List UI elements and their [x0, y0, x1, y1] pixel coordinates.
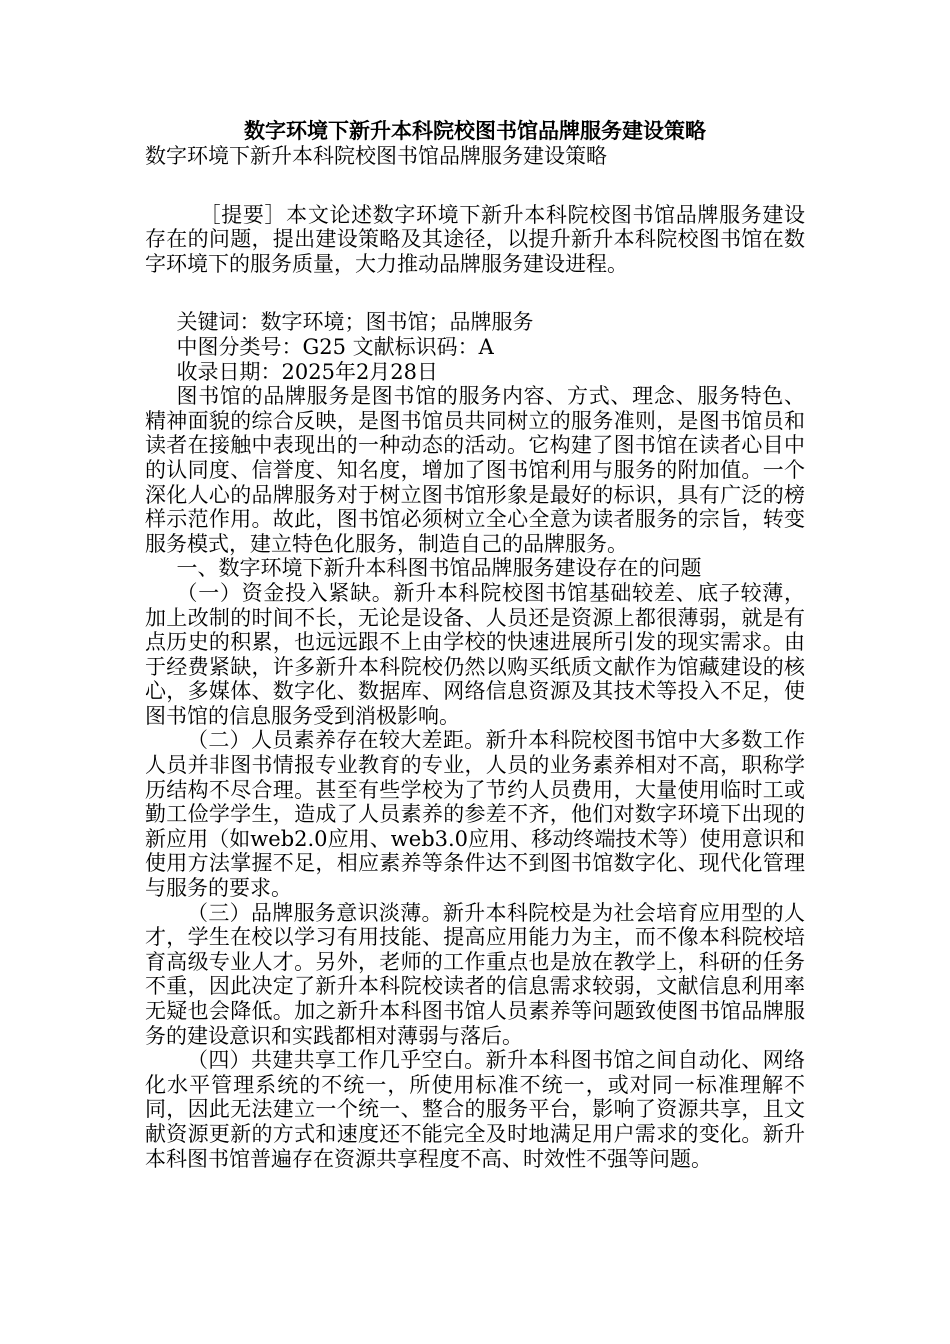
intro-paragraph: 图书馆的品牌服务是图书馆的服务内容、方式、理念、服务特色、精神面貌的综合反映，是图书馆员共同树立的服务准则，是图书馆员和读者在接触中表现出的一种动态的活动。它构建了图书馆在读者心目中的认同度、信誉度、知名度，增加了图书馆利用与服务的附加值。一个深化人心的品牌服务对于树立图书馆形象是最好的标识，具有广泛的榜样示范作用。故此，图书馆必须树立全心全意为读者服务的宗旨，转变服务模式，建立特色化服务，制造自己的品牌服务。 [145, 384, 805, 556]
body-paragraph-2: （二）人员素养存在较大差距。新升本科院校图书馆中大多数工作人员并非图书情报专业教育的专业，人员的业务素养相对不高，职称学历结构不尽合理。甚至有些学校为了节约人员费用，大量使用临时工或勤工俭学学生，造成了人员素养的参差不齐，他们对数字环境下出现的新应用（如web2.0应用、web3.0应用、移动终端技术等）使用意识和使用方法掌握不足，相应素养等条件达不到图书馆数字化、现代化管理与服务的要求。 [145, 728, 805, 901]
classification-line: 中图分类号：G25 文献标识码：A [176, 334, 494, 359]
section-heading: 一、数字环境下新升本科图书馆品牌服务建设存在的问题 [176, 556, 702, 581]
spacer [145, 169, 805, 203]
document-title: 数字环境下新升本科院校图书馆品牌服务建设策略 [244, 118, 706, 143]
body-paragraph-1: （一）资金投入紧缺。新升本科院校图书馆基础较差、底子较薄，加上改制的时间不长，无论是设备、人员还是资源上都很薄弱，就是有点历史的积累，也远远跟不上由学校的快速进展所引发的现实需求。由于经费紧缺，许多新升本科院校仍然以购买纸质文献作为馆藏建设的核心，多媒体、数字化、数据库、网络信息资源及其技术等投入不足，使图书馆的信息服务受到消极影响。 [145, 580, 805, 728]
received-date-line: 收录日期：2025年2月28日 [176, 359, 439, 384]
spacer [145, 276, 805, 310]
document-page [145, 118, 805, 1171]
document-subtitle: 数字环境下新升本科院校图书馆品牌服务建设策略 [145, 144, 607, 168]
body-paragraph-3: （三）品牌服务意识淡薄。新升本科院校是为社会培育应用型的人才，学生在校以学习有用技能、提高应用能力为主，而不像本科院校培育高级专业人才。另外，老师的工作重点也是放在教学上，科研的任务不重，因此决定了新升本科院校读者的信息需求较弱，文献信息利用率无疑也会降低。加之新升本科图书馆人员素养等问题致使图书馆品牌服务的建设意识和实践都相对薄弱与落后。 [145, 900, 805, 1048]
body-paragraph-4: （四）共建共享工作几乎空白。新升本科图书馆之间自动化、网络化水平管理系统的不统一，所使用标准不统一，或对同一标准理解不同，因此无法建立一个统一、整合的服务平台，影响了资源共享，且文献资源更新的方式和速度还不能完全及时地满足用户需求的变化。新升本科图书馆普遍存在资源共享程度不高、时效性不强等问题。 [145, 1048, 805, 1171]
keywords-line: 关键词：数字环境；图书馆；品牌服务 [176, 310, 534, 335]
abstract-paragraph: ［提要］本文论述数字环境下新升本科院校图书馆品牌服务建设存在的问题，提出建设策略及其途径，以提升新升本科院校图书馆在数字环境下的服务质量，大力推动品牌服务建设进程。 [145, 202, 805, 276]
